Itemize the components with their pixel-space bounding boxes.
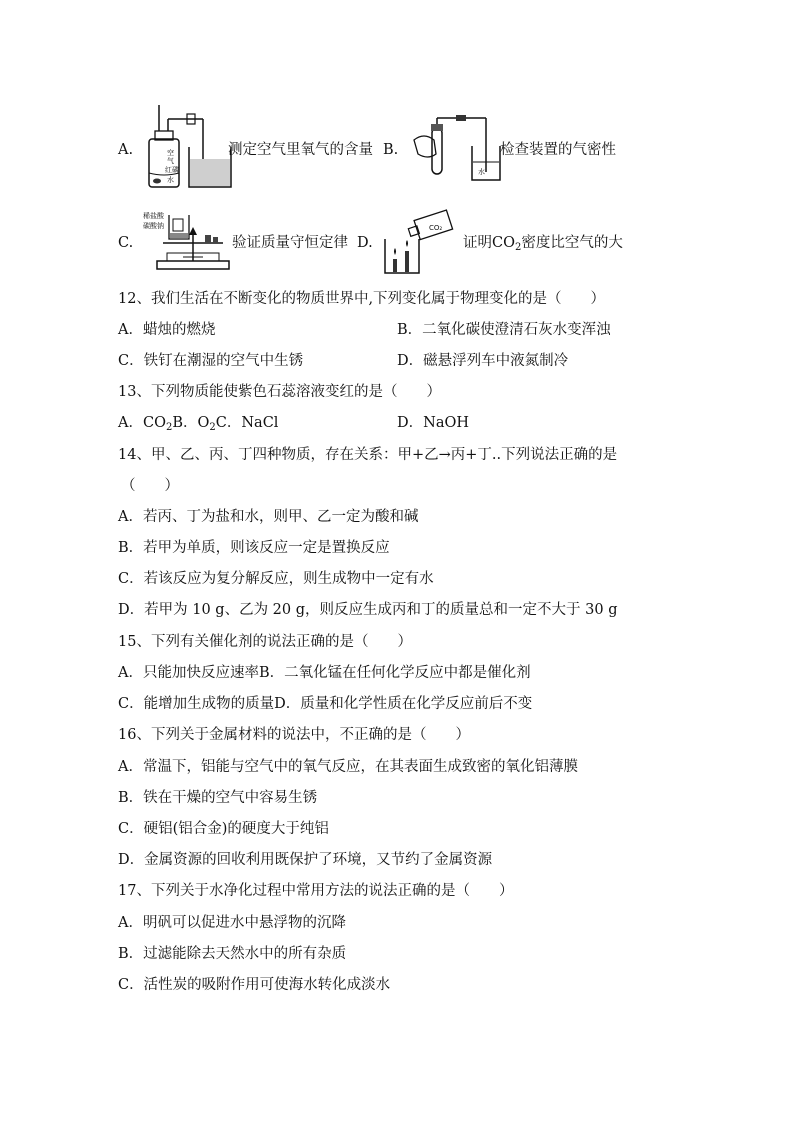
fig-b-label: 水	[478, 168, 485, 176]
q12-option-d: D．磁悬浮列车中液氮制冷	[397, 353, 569, 369]
q12-option-a: A．蜡烛的燃烧	[118, 322, 216, 338]
fig-a-label-1: 空	[167, 149, 174, 157]
option-b-text: 检查装置的气密性	[500, 142, 616, 158]
fig-c-label-2: 碳酸钠	[143, 222, 164, 230]
fig-a-label-2: 气	[167, 157, 174, 165]
q14-stem-paren: （ ）	[121, 478, 179, 494]
q13-option-d: D．NaOH	[397, 415, 469, 431]
mass-conservation-balance-figure	[143, 209, 231, 275]
q12-stem: 12、我们生活在不断变化的物质世界中,下列变化属于物理变化的是（ ）	[118, 291, 606, 307]
oxygen-content-apparatus-figure	[143, 101, 235, 193]
q14-option-a: A．若丙、丁为盐和水，则甲、乙一定为酸和碱	[118, 509, 419, 525]
q13-stem: 13、下列物质能使紫色石蕊溶液变红的是（ ）	[118, 384, 441, 400]
option-d-label: D.	[357, 235, 373, 251]
option-c-text: 验证质量守恒定律	[232, 235, 348, 251]
q16-option-a: A．常温下，铝能与空气中的氧气反应，在其表面生成致密的氧化铝薄膜	[118, 759, 578, 775]
q17-stem: 17、下列关于水净化过程中常用方法的说法正确的是（ ）	[118, 883, 514, 899]
q14-option-d: D．若甲为 10 g、乙为 20 g，则反应生成丙和丁的质量总和一定不大于 30 g	[118, 602, 618, 618]
airtightness-check-figure	[410, 110, 502, 184]
fig-d-label: CO₂	[429, 224, 443, 232]
option-a-label: A.	[118, 142, 134, 158]
option-d-text: 证明$CO_2$密度比空气的大	[463, 235, 623, 253]
q16-option-c: C．硬铝(铝合金)的硬度大于纯铝	[118, 821, 329, 837]
option-c-label: C.	[118, 235, 134, 251]
option-b-label: B.	[383, 142, 399, 158]
q14-stem: 14、甲、乙、丙、丁四种物质，存在关系：甲+乙→丙+丁..下列说法正确的是	[118, 447, 618, 463]
q14-option-c: C．若该反应为复分解反应，则生成物中一定有水	[118, 571, 434, 587]
q15-stem: 15、下列有关催化剂的说法正确的是（ ）	[118, 634, 412, 650]
q16-option-b: B．铁在干燥的空气中容易生锈	[118, 790, 318, 806]
q16-option-d: D．金属资源的回收利用既保护了环境，又节约了金属资源	[118, 852, 493, 868]
option-a-text: 测定空气里氧气的含量	[228, 142, 373, 158]
q14-option-b: B．若甲为单质，则该反应一定是置换反应	[118, 540, 390, 556]
q16-stem: 16、下列关于金属材料的说法中，不正确的是（ ）	[118, 727, 470, 743]
q15-options-cd: C．能增加生成物的质量D．质量和化学性质在化学反应前后不变	[118, 696, 533, 712]
q17-option-a: A．明矾可以促进水中悬浮物的沉降	[118, 915, 346, 931]
q12-option-c: C．铁钉在潮湿的空气中生锈	[118, 353, 304, 369]
q13-options-abc: A．$CO_2B$．$O_2C$．NaCl	[118, 415, 279, 433]
q15-options-ab: A．只能加快反应速率B．二氧化锰在任何化学反应中都是催化剂	[118, 665, 531, 681]
q17-option-b: B．过滤能除去天然水中的所有杂质	[118, 946, 347, 962]
q12-option-b: B．二氧化碳使澄清石灰水变浑浊	[397, 322, 611, 338]
fig-c-label-1: 稀盐酸	[143, 212, 164, 220]
q17-option-c: C．活性炭的吸附作用可使海水转化成淡水	[118, 977, 391, 993]
fig-a-label-3: 红磷	[165, 166, 179, 174]
fig-a-label-4: 水	[167, 176, 174, 184]
co2-density-figure	[383, 209, 458, 275]
